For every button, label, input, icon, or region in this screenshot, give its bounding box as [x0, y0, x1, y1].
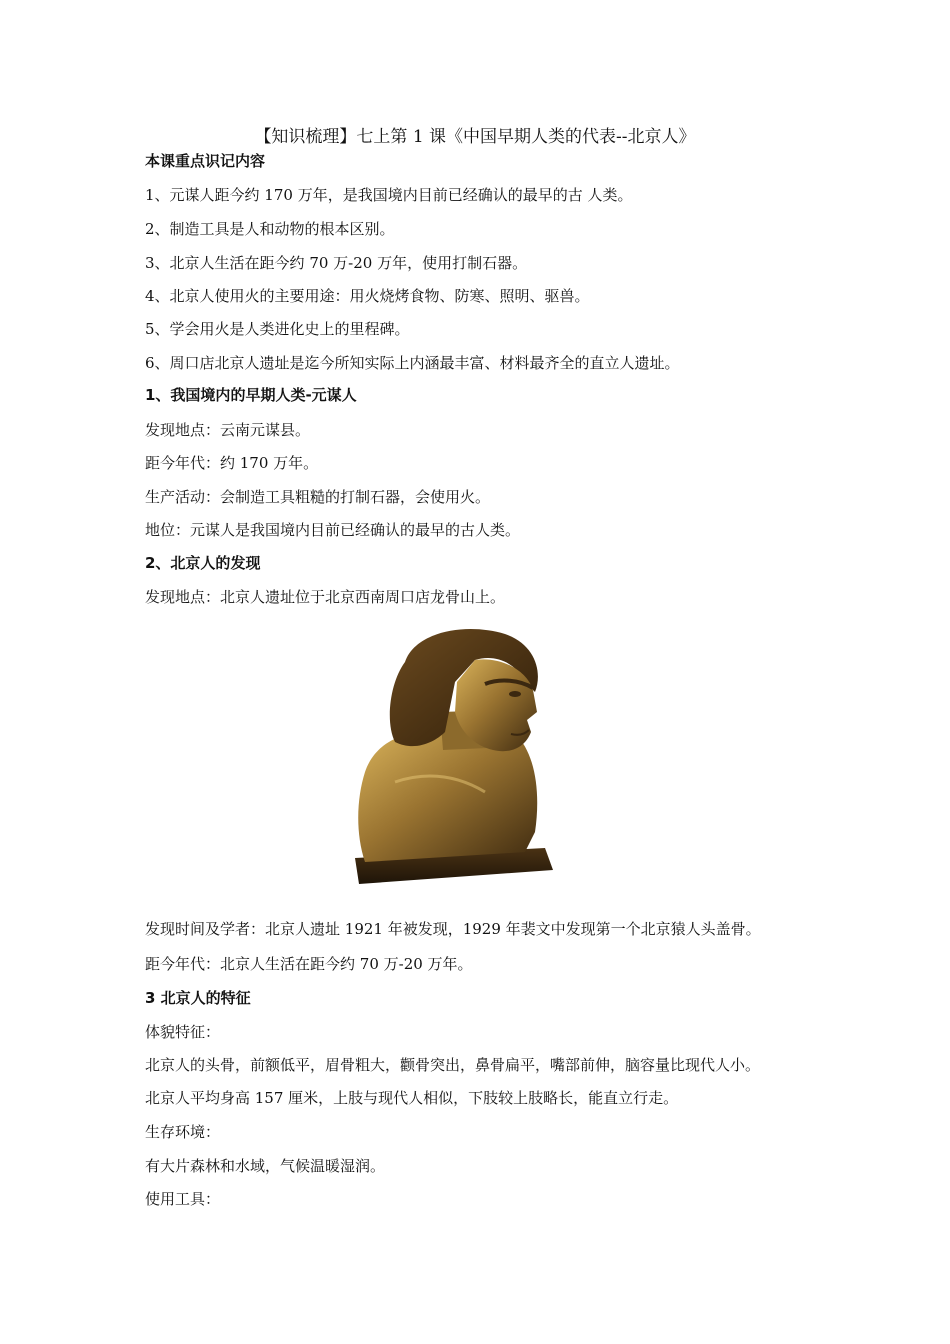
section3-line-6: 使用工具：	[145, 1190, 221, 1208]
section3-line-4: 生存环境：	[145, 1123, 221, 1141]
section1-line-4: 地位：元谋人是我国境内目前已经确认的最早的古人类。	[145, 521, 521, 539]
section2-heading: 2、北京人的发现	[145, 554, 261, 572]
document-title: 【知识梳理】七上第 1 课《中国早期人类的代表--北京人》	[254, 127, 696, 147]
key-point-2: 2、制造工具是人和动物的根本区别。	[145, 220, 395, 238]
section1-heading: 1、我国境内的早期人类-元谋人	[145, 386, 357, 404]
peking-man-bust-image	[345, 622, 560, 890]
key-point-1: 1、元谋人距今约 170 万年，是我国境内目前已经确认的最早的古 人类。	[145, 186, 633, 204]
section2-line-discovery: 发现时间及学者：北京人遗址 1921 年被发现，1929 年裴文中发现第一个北京猿人头盖骨。	[145, 920, 761, 938]
section2-line-age: 距今年代：北京人生活在距今约 70 万-20 万年。	[145, 955, 473, 973]
key-point-3: 3、北京人生活在距今约 70 万-20 万年，使用打制石器。	[145, 254, 528, 272]
key-point-5: 5、学会用火是人类进化史上的里程碑。	[145, 320, 410, 338]
section1-line-3: 生产活动：会制造工具粗糙的打制石器，会使用火。	[145, 488, 491, 506]
heading-key-points: 本课重点识记内容	[145, 152, 266, 170]
key-point-4: 4、北京人使用火的主要用途：用火烧烤食物、防寒、照明、驱兽。	[145, 287, 590, 305]
key-point-6: 6、周口店北京人遗址是迄今所知实际上内涵最丰富、材料最齐全的直立人遗址。	[145, 354, 680, 372]
section2-line-location: 发现地点：北京人遗址位于北京西南周口店龙骨山上。	[145, 588, 506, 606]
section3-line-2: 北京人的头骨，前额低平，眉骨粗大，颧骨突出，鼻骨扁平，嘴部前伸，脑容量比现代人小。	[145, 1056, 761, 1074]
section3-line-5: 有大片森林和水域，气候温暖湿润。	[145, 1157, 386, 1175]
section3-heading: 3 北京人的特征	[145, 989, 251, 1007]
section3-line-3: 北京人平均身高 157 厘米，上肢与现代人相似，下肢较上肢略长，能直立行走。	[145, 1089, 679, 1107]
section1-line-1: 发现地点：云南元谋县。	[145, 421, 311, 439]
section1-line-2: 距今年代：约 170 万年。	[145, 454, 319, 472]
section3-line-1: 体貌特征：	[145, 1023, 221, 1041]
